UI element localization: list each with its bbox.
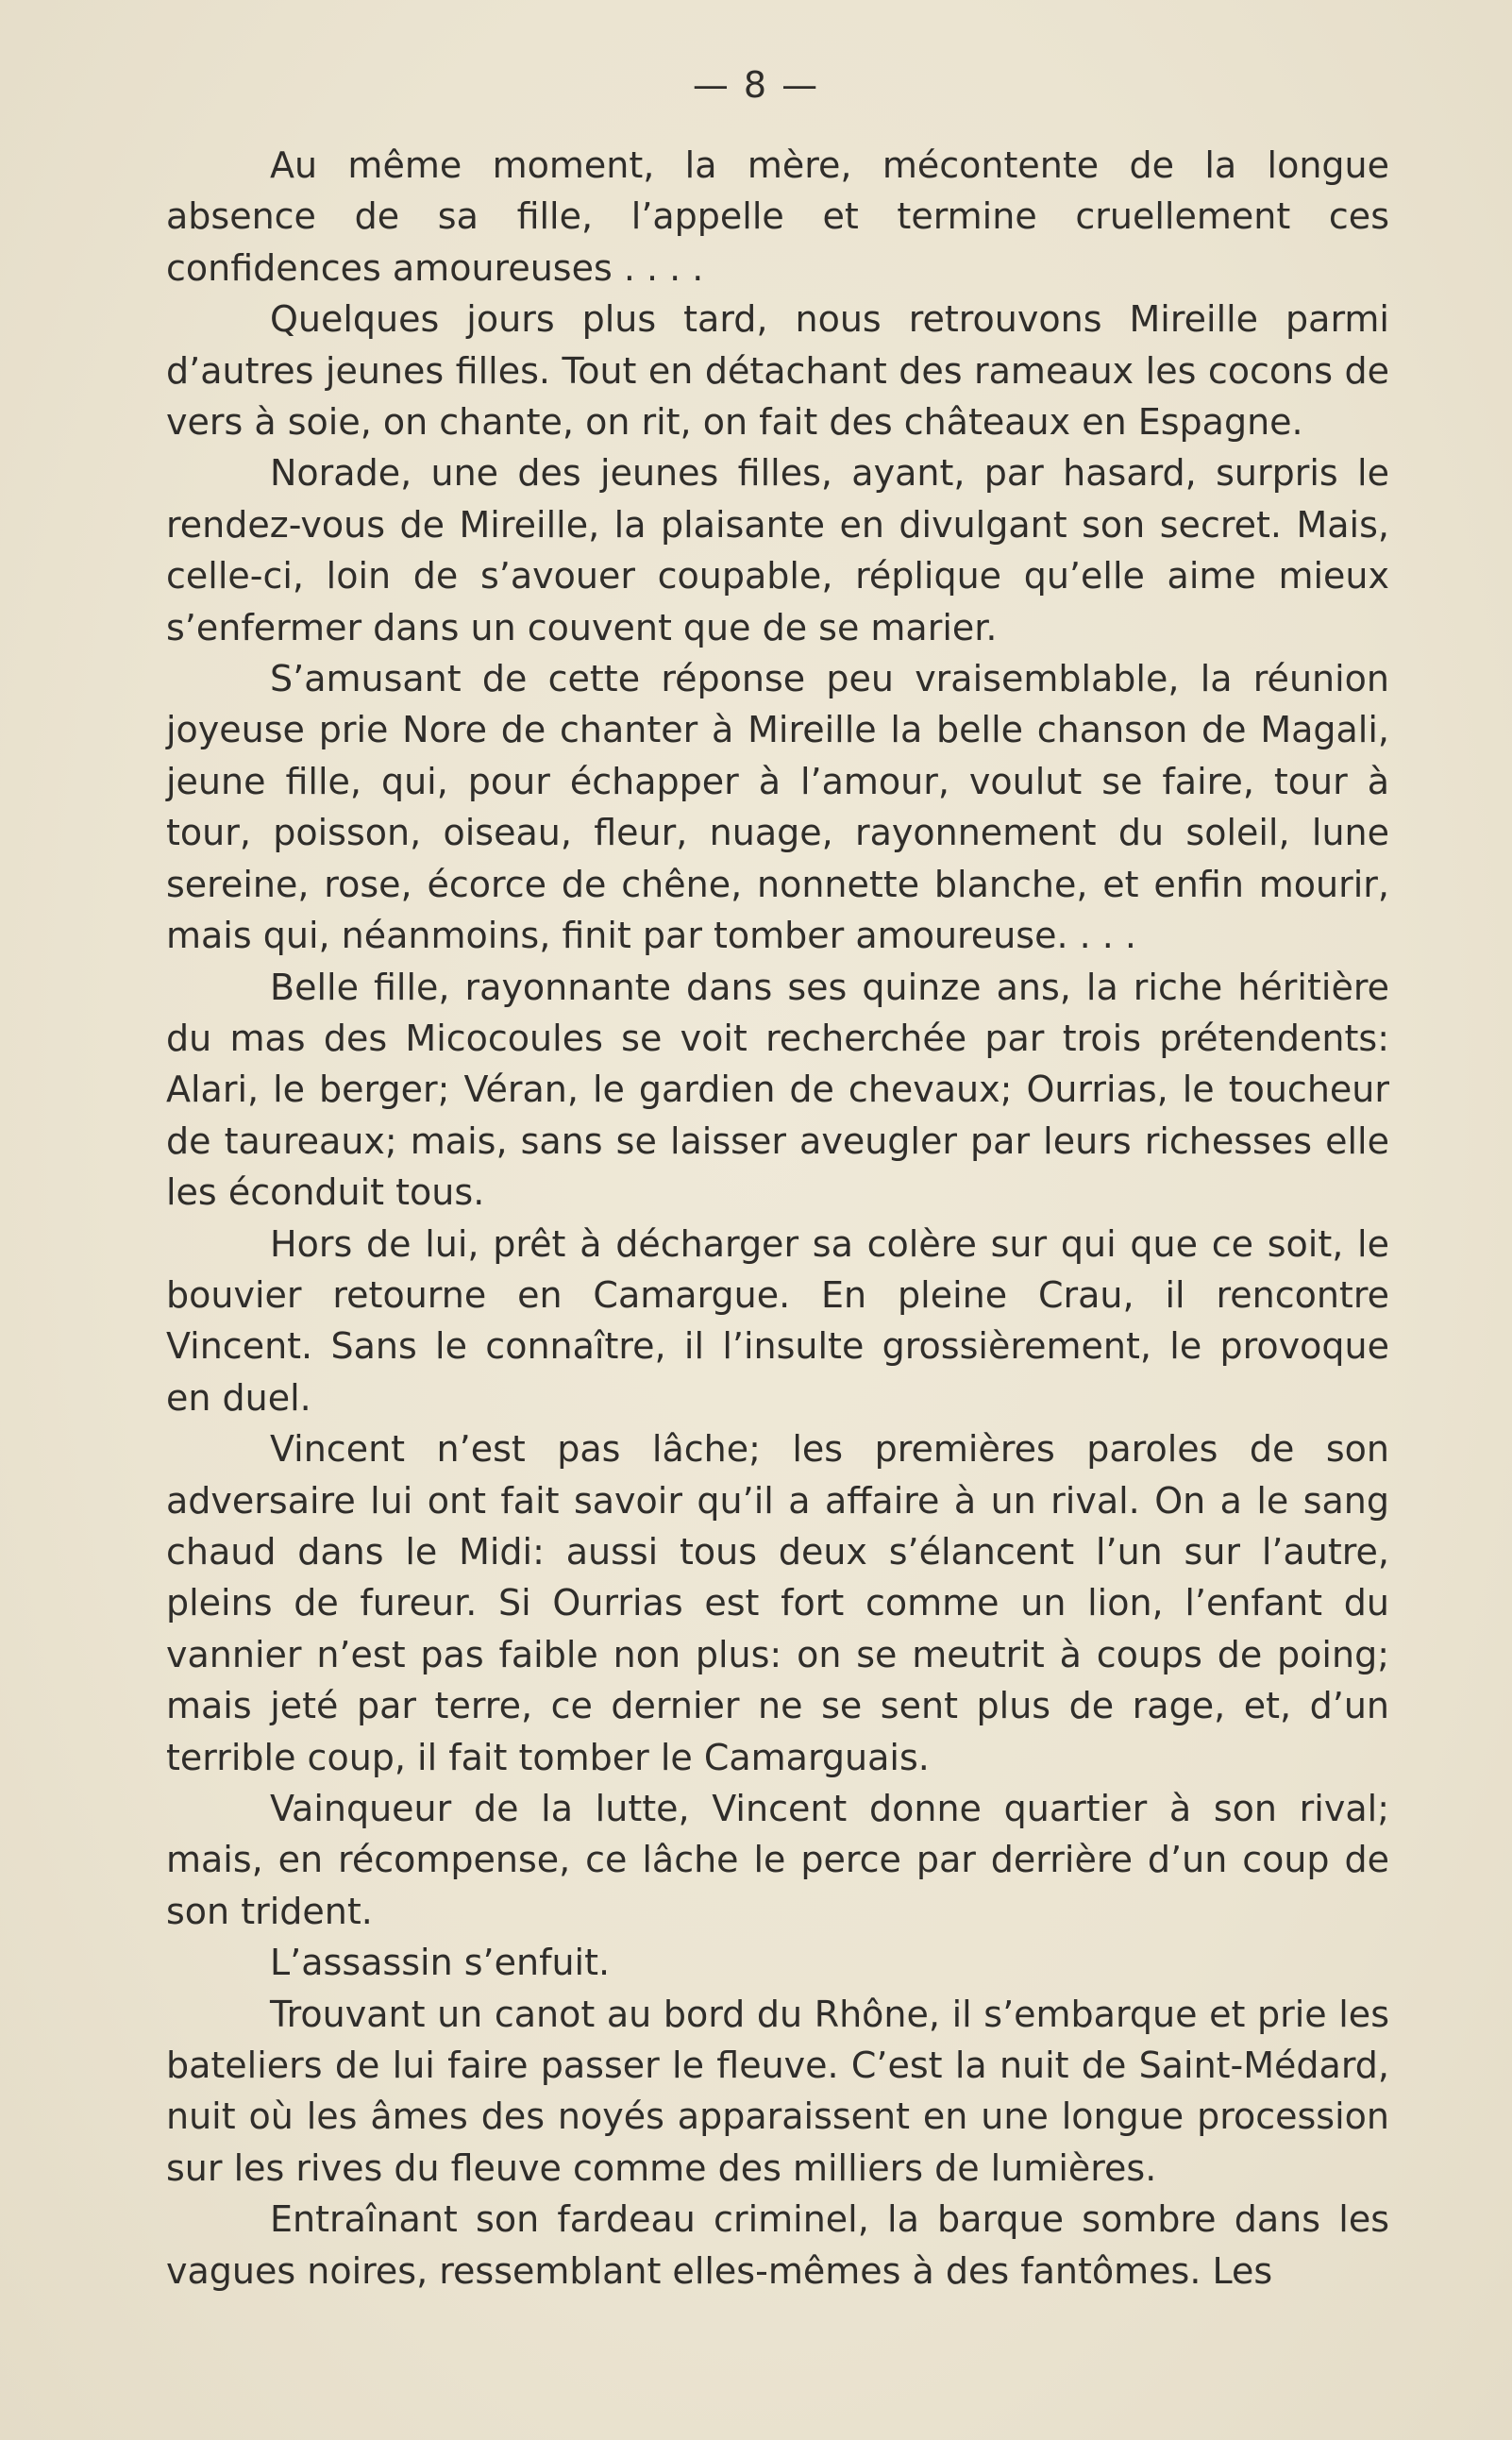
- paragraph-10: Trouvant un canot au bord du Rhône, il s’embarque et prie les bateliers de lui faire passer le fleuve. C’est la nuit de Saint-Médard, nuit où les âmes des noyés apparaissent en une longue procession sur les rives du fleuve comme des milliers de lumières.: [166, 1993, 1389, 2189]
- paragraph-11: Entraînant son fardeau criminel, la barque sombre dans les vagues noires, ressemblant elles-mêmes à des fantômes. Les: [166, 2198, 1389, 2292]
- paragraph-3: Norade, une des jeunes filles, ayant, par hasard, surpris le rendez-vous de Mireille, la plaisante en divulgant son secret. Mais, celle-ci, loin de s’avouer coupable, réplique qu’elle aime mieux s’enfermer dans un couvent que de se marier.: [166, 452, 1389, 648]
- paragraph-8: Vainqueur de la lutte, Vincent donne quartier à son rival; mais, en récompense, ce lâche le perce par derrière d’un coup de son trident.: [166, 1788, 1389, 1932]
- paragraph-1: Au même moment, la mère, mécontente de la longue absence de sa fille, l’appelle et termine cruellement ces confidences amoureuses . . . .: [166, 144, 1389, 289]
- paragraph-2: Quelques jours plus tard, nous retrouvons Mireille parmi d’autres jeunes filles. Tout en détachant des rameaux les cocons de vers à soie, on chante, on rit, on fait des châteaux en Espagne.: [166, 298, 1389, 444]
- body-text: [166, 140, 1389, 2297]
- paragraph-6: Hors de lui, prêt à décharger sa colère sur qui que ce soit, le bouvier retourne en Camargue. En pleine Crau, il rencontre Vincent. Sans le connaître, il l’insulte grossièrement, le provoque en duel.: [166, 1222, 1389, 1419]
- paragraph-9: L’assassin s’enfuit.: [270, 1942, 611, 1984]
- paragraph-4: S’amusant de cette réponse peu vraisemblable, la réunion joyeuse prie Nore de chanter à Mireille la belle chanson de Magali, jeune fille, qui, pour échapper à l’amour, voulut se faire, tour à tour, poisson, oiseau, fleur, nuage, rayonnement du soleil, lune sereine, rose, écorce de chêne, nonnette blanche, et enfin mourir, mais qui, néanmoins, finit par tomber amoureuse. . . .: [166, 658, 1389, 957]
- paragraph-5: Belle fille, rayonnante dans ses quinze ans, la riche héritière du mas des Micocoules se voit recherchée par trois prétendents: Alari, le berger; Véran, le gardien de chevaux; Ourrias, le toucheur de taureaux; mais, sans se laisser aveugler par leurs richesses elle les éconduit tous.: [166, 966, 1389, 1214]
- page-number: — 8 —: [692, 64, 820, 106]
- paragraph-7: Vincent n’est pas lâche; les premières paroles de son adversaire lui ont fait savoir qu’il a affaire à un rival. On a le sang chaud dans le Midi: aussi tous deux s’élancent l’un sur l’autre, pleins de fureur. Si Ourrias est fort comme un lion, l’enfant du vannier n’est pas faible non plus: on se meutrit à coups de poing; mais jeté par terre, ce dernier ne se sent plus de rage, et, d’un terrible coup, il fait tomber le Camarguais.: [166, 1428, 1389, 1778]
